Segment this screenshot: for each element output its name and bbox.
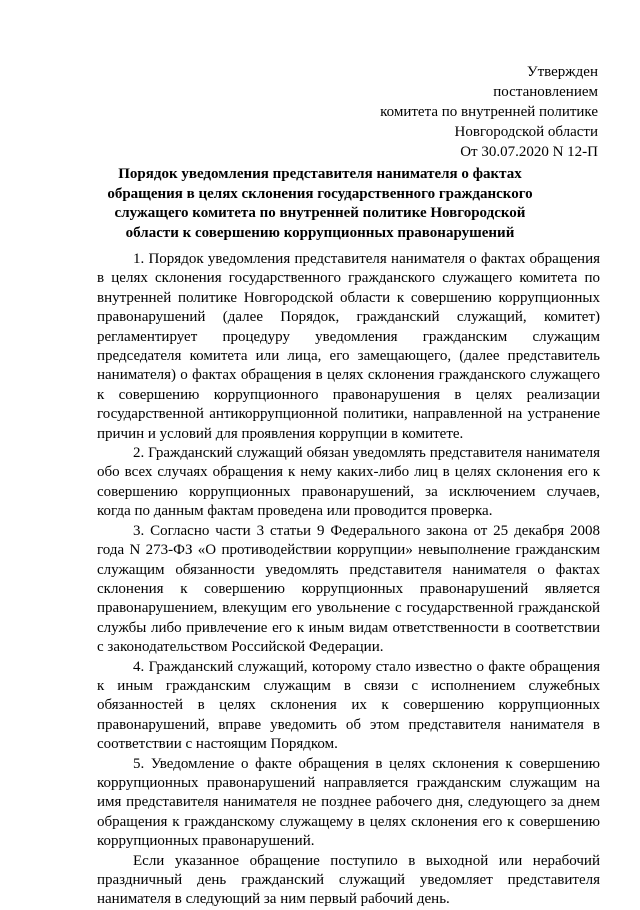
approval-line-committee: комитета по внутренней политике — [380, 104, 598, 120]
approval-line-approved: Утвержден — [526, 64, 598, 80]
paragraph-4: 4. Гражданский служащий, которому стало известно о факте обращения к иным гражданским служащим в связи с исполнением служебных обязанностей в целях склонения их к совершению коррупционных правонарушений, вправе уведомить об этом представителя нанимателя в соответствии с настоящим Порядком. — [97, 658, 600, 753]
approval-line-region: Новгородской области — [454, 124, 598, 140]
document-body — [97, 250, 600, 910]
approval-stamp — [338, 62, 598, 162]
paragraph-3: 3. Согласно части 3 статьи 9 Федерального закона от 25 декабря 2008 года N 273-ФЗ «О противодействии коррупции» невыполнение гражданским служащим обязанности уведомлять представителя нанимателя о фактах склонения к совершению коррупционных правонарушений является правонарушением, влекущим его увольнение с государственной гражданской службы либо привлечение его к иным видам ответственности в соответствии с законодательством Российской Федерации. — [97, 522, 600, 656]
document-title: Порядок уведомления представителя нанимателя о фактах обращения в целях склонения государственного гражданского служащего комитета по внутренней политике Новгородской области к совершению коррупционных правонарушений — [107, 166, 533, 241]
paragraph-holiday-note: Если указанное обращение поступило в выходной или нерабочий праздничный день гражданский служащий уведомляет представителя нанимателя в следующий за ним первый рабочий день. — [97, 852, 600, 908]
approval-line-date-number: От 30.07.2020 N 12-П — [460, 144, 598, 160]
paragraph-2: 2. Гражданский служащий обязан уведомлять представителя нанимателя обо всех случаях обращения к нему каких-либо лиц в целях склонения его к совершению коррупционных правонарушений, за исключением случаев, когда по данным фактам проведена или проводится проверка. — [97, 445, 600, 520]
paragraph-1: 1. Порядок уведомления представителя нанимателя о фактах обращения в целях склонения государственного гражданского служащего комитета по внутренней политике Новгородской области к совершению коррупционных правонарушений (далее Порядок, гражданский служащий, комитет) регламентирует процедуру уведомления гражданским служащим председателя комитета или лица, его замещающего, (далее представитель нанимателя) о фактах обращения в целях склонения гражданского служащего к совершению коррупционного правонарушения в целях реализации государственной антикоррупционной политики, направленной на устранение причин и условий для проявления коррупции в комитете. — [97, 251, 600, 442]
approval-line-resolution: постановлением — [493, 84, 598, 100]
paragraph-5: 5. Уведомление о факте обращения в целях склонения к совершению коррупционных правонарушений направляется гражданским служащим на имя представителя нанимателя не позднее рабочего дня, следующего за днем обращения к гражданскому служащему в целях склонения его к совершению коррупционных правонарушений. — [97, 755, 600, 850]
